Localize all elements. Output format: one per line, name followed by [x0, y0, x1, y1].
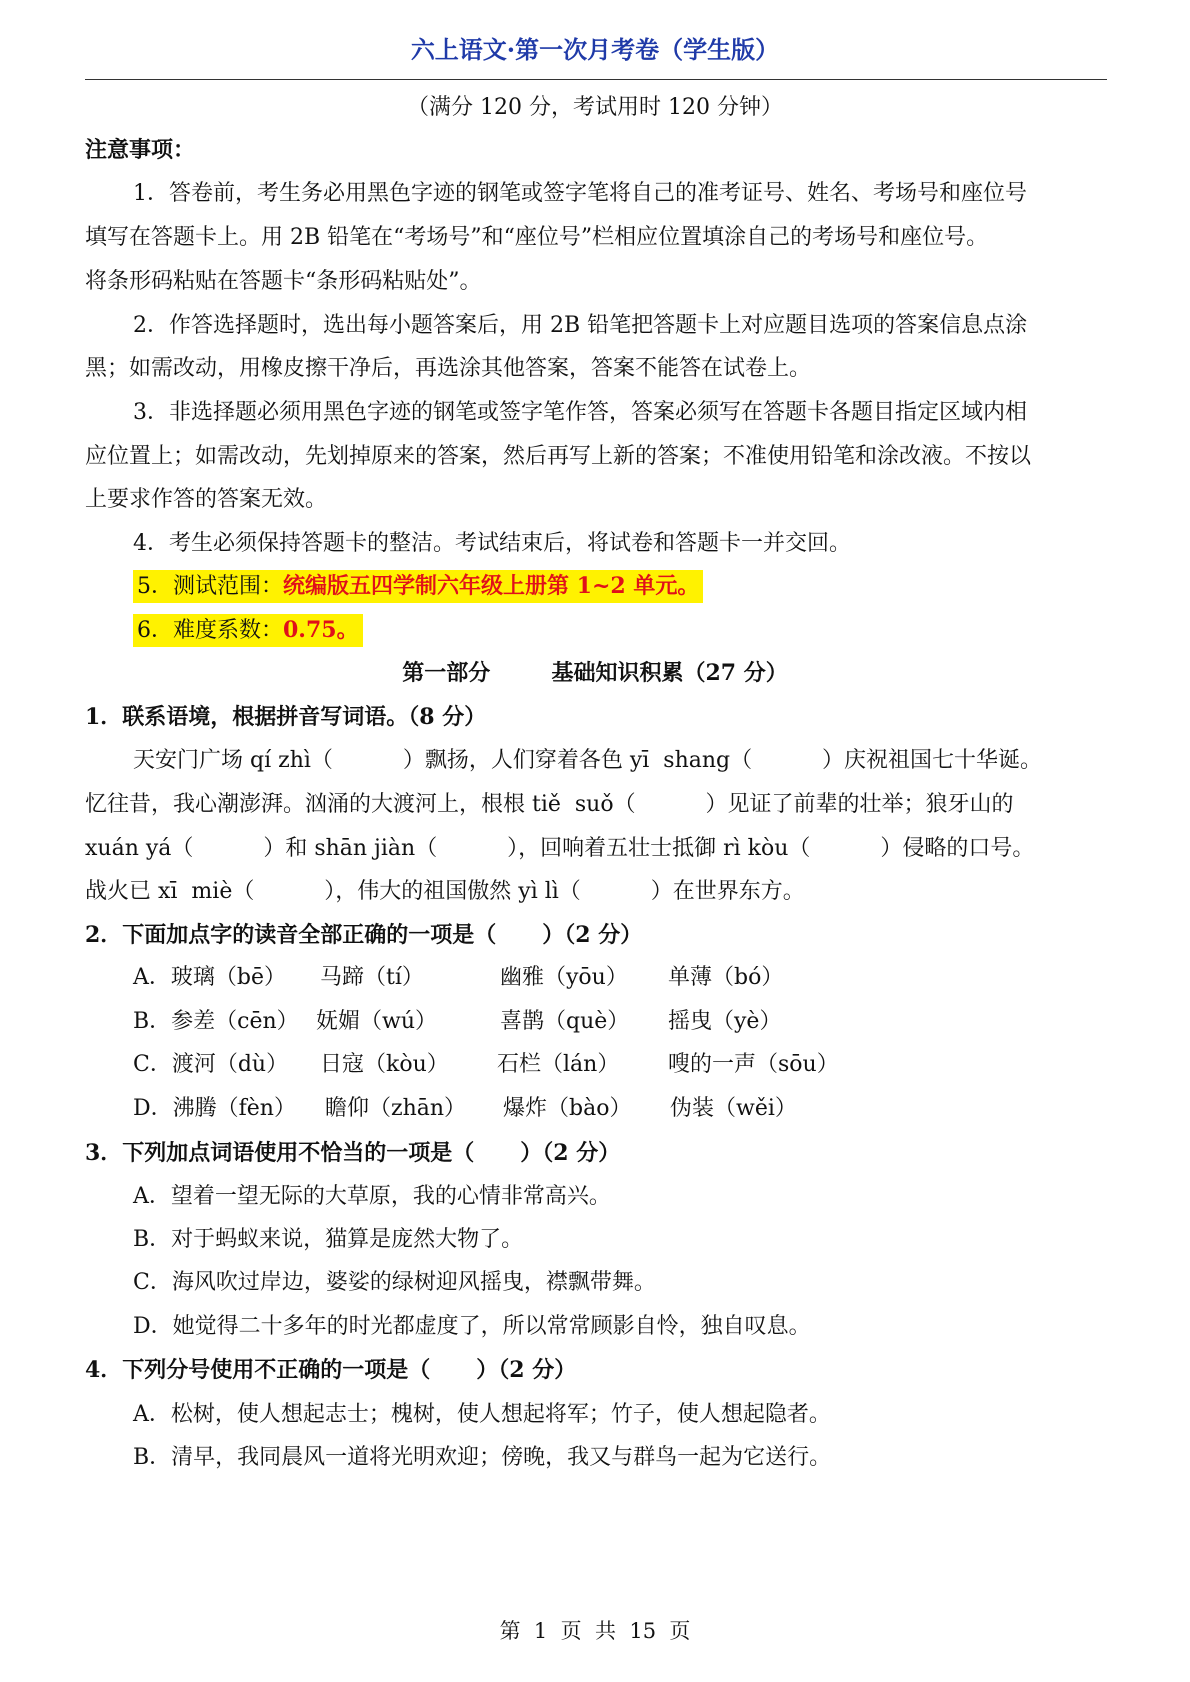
note-4: 4．考生必须保持答题卡的整洁。考试结束后，将试卷和答题卡一并交回。 [133, 531, 851, 556]
q3-option-c: C．海风吹过岸边，婆娑的绿树迎风摇曳，襟飘带舞。 [133, 1270, 656, 1295]
note-6-value: 0.75。 [283, 617, 359, 643]
q2-option-b-4: 摇曳（yè） [668, 1009, 782, 1034]
note-5-value: 统编版五四学制六年级上册第 1~2 单元。 [283, 573, 700, 599]
q2-option-a-4: 单薄（bó） [668, 965, 784, 990]
q2-option-c-4: 嗖的一声（sōu） [668, 1052, 839, 1077]
q2-option-d-3: 爆炸（bào） [503, 1096, 632, 1121]
q4-option-a: A．松树，使人想起志士；槐树，使人想起将军；竹子，使人想起隐者。 [133, 1402, 831, 1427]
q2-option-b-1: B．参差（cēn） [133, 1009, 299, 1034]
note-6-highlight [133, 614, 363, 647]
note-2-line-2: 黑；如需改动，用橡皮擦干净后，再选涂其他答案，答案不能答在试卷上。 [85, 356, 812, 381]
note-6-label: 6．难度系数： [137, 618, 283, 643]
page-title: 六上语文·第一次月考卷（学生版） [410, 35, 780, 64]
q2-option-d-4: 伪装（wěi） [670, 1096, 797, 1121]
question-3-title: 3．下列加点词语使用不恰当的一项是（ ）（2 分） [85, 1140, 621, 1166]
exam-subtitle: （满分 120 分，考试用时 120 分钟） [407, 95, 783, 120]
q2-option-d-1: D．沸腾（fèn） [133, 1096, 296, 1121]
q3-option-b: B．对于蚂蚁来说，猫算是庞然大物了。 [133, 1227, 524, 1252]
note-5 [85, 569, 1107, 600]
question-1-line-4: 战火已 xī miè（ ），伟大的祖国傲然 yì lì（ ）在世界东方。 [85, 879, 805, 904]
question-1-line-1: 天安门广场 qí zhì（ ）飘扬，人们穿着各色 yī shang（ ）庆祝祖国七十华诞。 [133, 748, 1043, 773]
q2-option-c-2: 日寇（kòu） [320, 1052, 449, 1077]
note-1-line-3: 将条形码粘贴在答题卡“条形码粘贴处”。 [85, 269, 482, 294]
q2-option-c-3: 石栏（lán） [497, 1052, 620, 1077]
note-5-label: 5．测试范围： [137, 574, 283, 599]
note-3-line-2: 应位置上；如需改动，先划掉原来的答案，然后再写上新的答案；不准使用铅笔和涂改液。不按以 [85, 444, 1032, 469]
note-3-line-1: 3．非选择题必须用黑色字迹的钢笔或签字笔作答，答案必须写在答题卡各题目指定区域内相 [133, 400, 1028, 425]
note-6 [85, 613, 1107, 644]
question-1-line-2: 忆往昔，我心潮澎湃。汹涌的大渡河上，根根 tiě suǒ（ ）见证了前辈的壮举；狼牙山的 [85, 792, 1014, 817]
q3-option-d: D．她觉得二十多年的时光都虚度了，所以常常顾影自怜，独自叹息。 [133, 1314, 811, 1339]
q2-option-b-2: 妩媚（wú） [316, 1009, 438, 1034]
question-1-title: 1．联系语境，根据拼音写词语。（8 分） [85, 704, 487, 730]
page-number: 第 1 页 共 15 页 [499, 1619, 691, 1643]
note-1-line-1: 1．答卷前，考生务必用黑色字迹的钢笔或签字笔将自己的准考证号、姓名、考场号和座位号 [133, 181, 1028, 206]
note-3-line-3: 上要求作答的答案无效。 [85, 487, 328, 512]
q2-option-a-3: 幽雅（yōu） [500, 965, 628, 990]
note-5-highlight [133, 570, 703, 603]
q2-option-a-1: A．玻璃（bē） [133, 965, 286, 990]
question-2-title: 2．下面加点字的读音全部正确的一项是（ ）（2 分） [85, 922, 643, 948]
header-divider [85, 79, 1107, 80]
q4-option-b: B．清早，我同晨风一道将光明欢迎；傍晚，我又与群鸟一起为它送行。 [133, 1445, 832, 1470]
note-1-line-2: 填写在答题卡上。用 2B 铅笔在“考场号”和“座位号”栏相应位置填涂自己的考场号和座位号。 [85, 225, 989, 250]
q3-option-a: A．望着一望无际的大草原，我的心情非常高兴。 [133, 1184, 611, 1209]
notes-heading: 注意事项： [85, 137, 196, 163]
q2-option-c-1: C．渡河（dù） [133, 1052, 289, 1077]
part-1-title: 第一部分 基础知识积累（27 分） [402, 660, 788, 686]
note-2-line-1: 2．作答选择题时，选出每小题答案后，用 2B 铅笔把答题卡上对应题目选项的答案信息点涂 [133, 313, 1028, 338]
q2-option-d-2: 瞻仰（zhān） [325, 1096, 467, 1121]
question-1-line-3: xuán yá（ ）和 shān jiàn（ ），回响着五壮士抵御 rì kòu（ ）侵略的口号。 [85, 836, 1035, 861]
q2-option-b-3: 喜鹊（què） [500, 1009, 630, 1034]
q2-option-a-2: 马蹄（tí） [320, 965, 424, 990]
question-4-title: 4．下列分号使用不正确的一项是（ ）（2 分） [85, 1357, 577, 1383]
